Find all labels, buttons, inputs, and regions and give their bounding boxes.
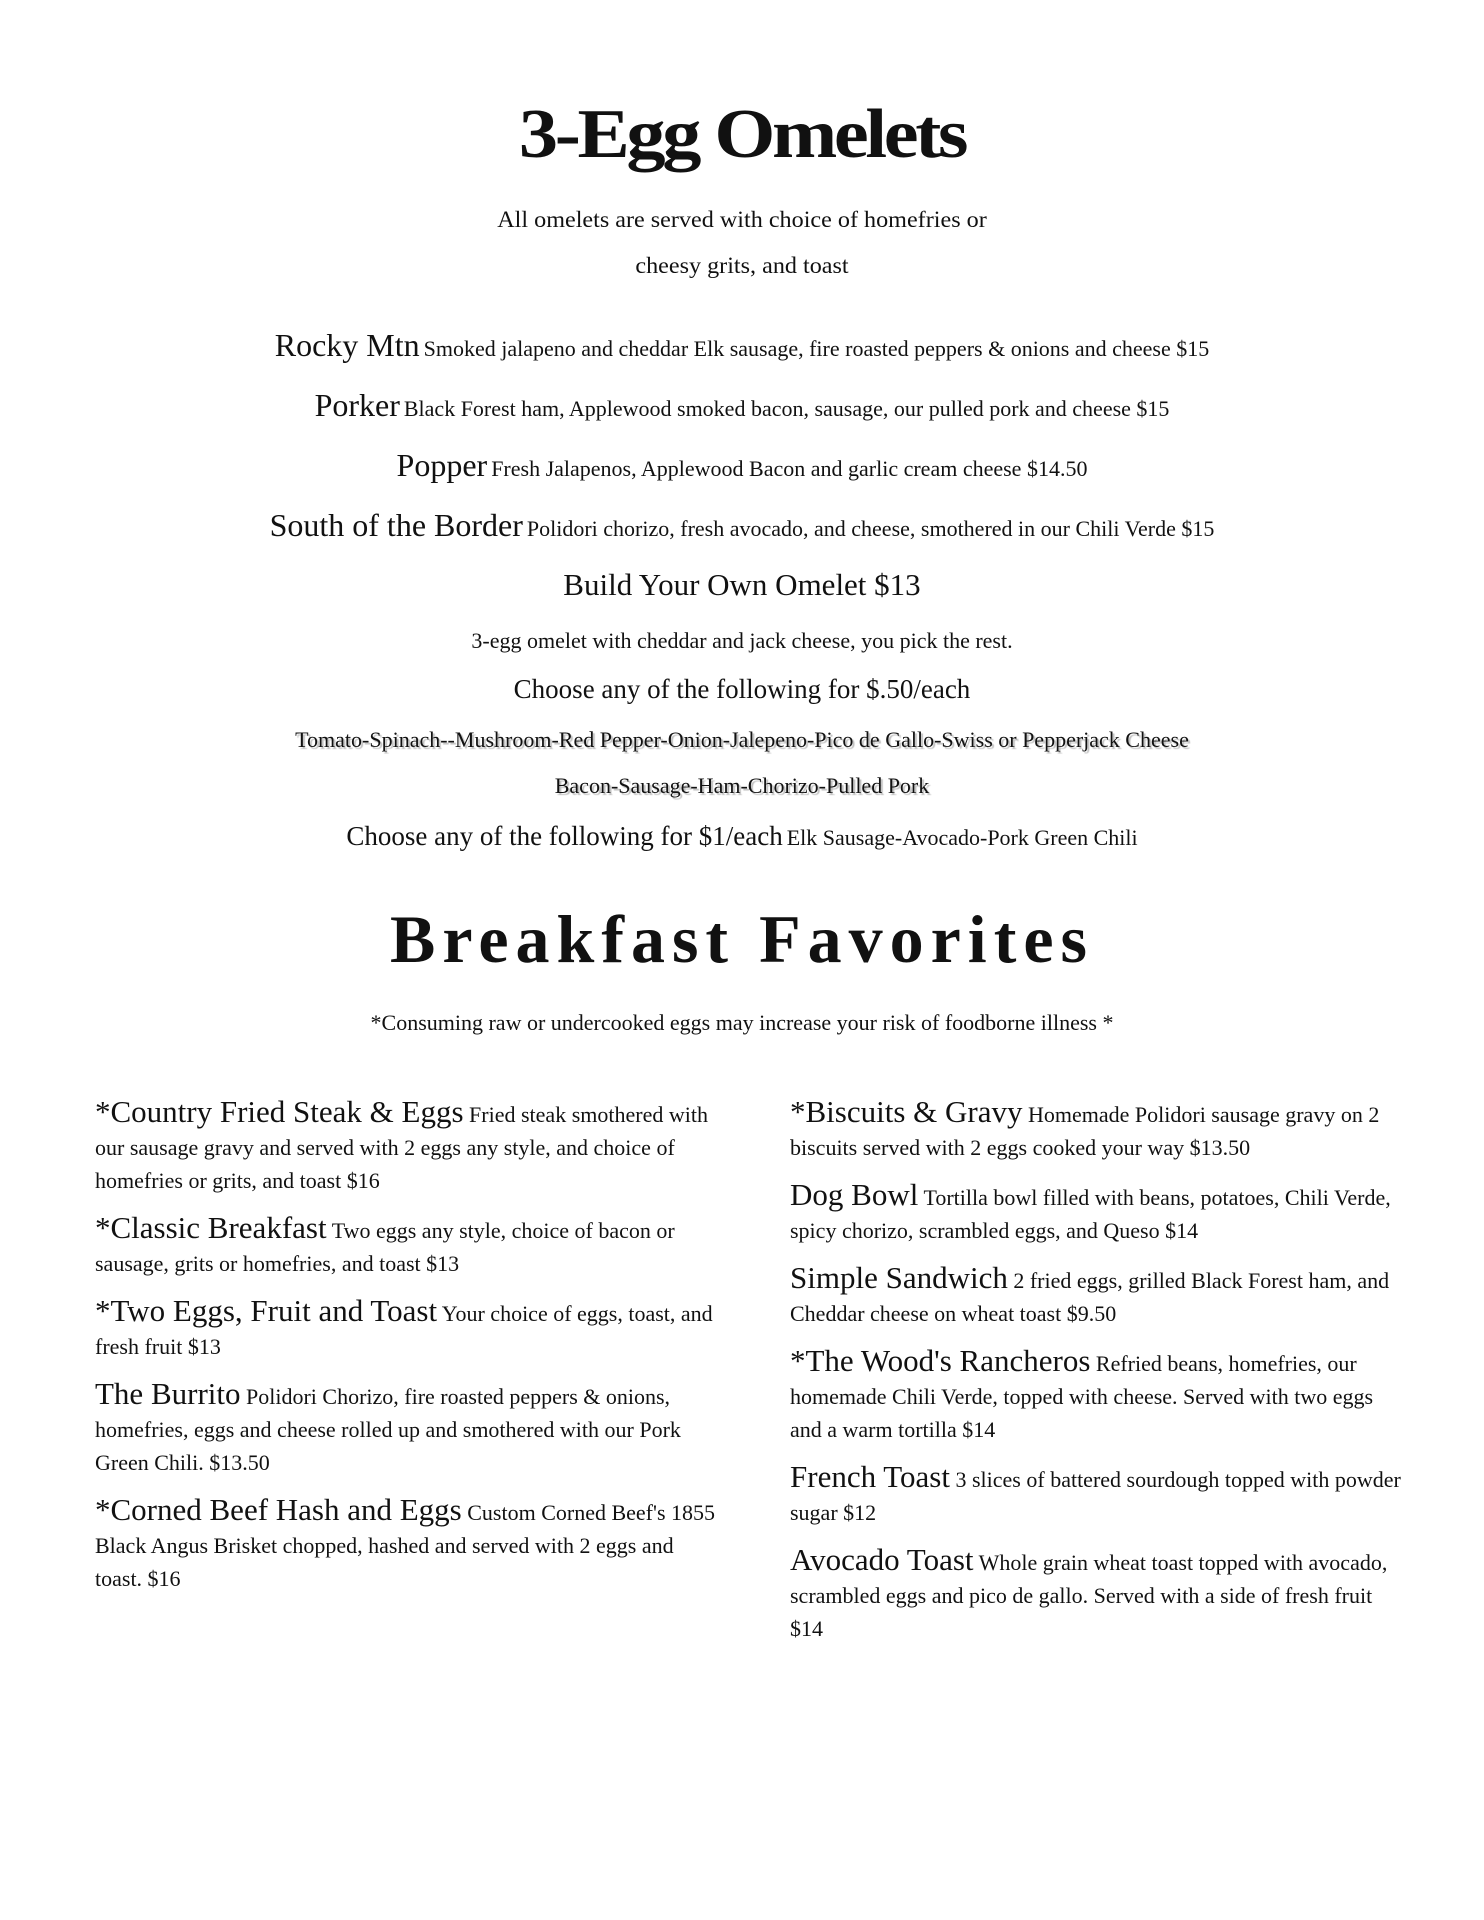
menu-item (790, 1095, 1410, 1164)
omelet-item (0, 389, 1484, 421)
menu-item (95, 1211, 725, 1280)
menu-item-name: Simple Sandwich (790, 1260, 1008, 1295)
breakfast-favorites-title: Breakfast Favorites (390, 901, 1094, 977)
menu-item-name: *Corned Beef Hash and Eggs (95, 1492, 462, 1527)
menu-item-name: *Two Eggs, Fruit and Toast (95, 1293, 438, 1328)
menu-item (790, 1460, 1410, 1529)
menu-item (95, 1294, 725, 1363)
menu-item-description: Refried beans, homefries, our homemade Chili Verde, topped with cheese. Served with two eggs and a warm tortilla $14 (790, 1351, 1374, 1442)
menu-item-name: *The Wood's Rancheros (790, 1343, 1091, 1378)
omelet-item (0, 509, 1484, 541)
menu-item-name: *Country Fried Steak & Eggs (95, 1094, 464, 1129)
menu-item-description: Homemade Polidori sausage gravy on 2 biscuits served with 2 eggs cooked your way $13.50 (790, 1102, 1380, 1160)
omelet-item-name: South of the Border (269, 507, 523, 543)
menu-item-description: Tortilla bowl filled with beans, potatoes, Chili Verde, spicy chorizo, scrambled eggs, and Queso $14 (790, 1185, 1391, 1243)
omelet-item-description: Fresh Jalapenos, Applewood Bacon and garlic cream cheese $14.50 (491, 456, 1088, 481)
menu-item-name: French Toast (790, 1459, 950, 1494)
menu-item-name: Dog Bowl (790, 1177, 919, 1212)
menu-item-description: Custom Corned Beef's 1855 Black Angus Brisket chopped, hashed and served with 2 eggs and toast. $16 (95, 1500, 716, 1591)
menu-item-description: Whole grain wheat toast topped with avocado, scrambled eggs and pico de gallo. Served with a side of fresh fruit $14 (790, 1550, 1388, 1641)
choose-1-line (0, 823, 1484, 850)
omelet-item-description: Black Forest ham, Applewood smoked bacon, sausage, our pulled pork and cheese $15 (403, 396, 1170, 421)
menu-item-description: Your choice of eggs, toast, and fresh fruit $13 (95, 1301, 713, 1359)
omelet-item (0, 329, 1484, 361)
build-omelet-description: 3-egg omelet with cheddar and jack cheese, you pick the rest. (471, 628, 1013, 653)
options-50-line2: Bacon-Sausage-Ham-Chorizo-Pulled Pork (554, 773, 930, 798)
omelet-item-name: Porker (314, 387, 400, 423)
omelet-item-name: Popper (396, 447, 488, 483)
menu-item-name: *Biscuits & Gravy (790, 1094, 1023, 1129)
menu-item-description: Two eggs any style, choice of bacon or sausage, grits or homefries, and toast $13 (95, 1218, 675, 1276)
menu-item-description: 3 slices of battered sourdough topped with powder sugar $12 (790, 1467, 1401, 1525)
menu-item (95, 1377, 725, 1479)
omelets-subtitle-line1: All omelets are served with choice of homefries or (497, 207, 987, 232)
omelets-title: 3-Egg Omelets (518, 96, 966, 173)
options-1: Elk Sausage-Avocado-Pork Green Chili (786, 825, 1138, 850)
breakfast-right-column (790, 1095, 1410, 1659)
omelet-item (0, 449, 1484, 481)
menu-item-description: 2 fried eggs, grilled Black Forest ham, and Cheddar cheese on wheat toast $9.50 (790, 1268, 1390, 1326)
menu-item-name: The Burrito (95, 1376, 241, 1411)
menu-item (790, 1178, 1410, 1247)
options-50-line1: Tomato-Spinach--Mushroom-Red Pepper-Onion-Jalepeno-Pico de Gallo-Swiss or Pepperjack Cheese (295, 727, 1189, 752)
raw-egg-warning: *Consuming raw or undercooked eggs may increase your risk of foodborne illness * (370, 1010, 1114, 1035)
breakfast-left-column (95, 1095, 725, 1609)
build-omelet-title: Build Your Own Omelet $13 (563, 567, 921, 602)
menu-item (790, 1543, 1410, 1645)
omelet-item-description: Smoked jalapeno and cheddar Elk sausage, fire roasted peppers & onions and cheese $15 (423, 336, 1210, 361)
omelet-item-description: Polidori chorizo, fresh avocado, and cheese, smothered in our Chili Verde $15 (526, 516, 1215, 541)
menu-item-description: Fried steak smothered with our sausage gravy and served with 2 eggs any style, and choice of homefries or grits, and toast $16 (95, 1102, 708, 1193)
menu-item (790, 1344, 1410, 1446)
menu-item (95, 1493, 725, 1595)
omelets-subtitle-line2: cheesy grits, and toast (635, 253, 849, 278)
choose-50-title: Choose any of the following for $.50/each (513, 674, 971, 704)
omelet-item-name: Rocky Mtn (274, 327, 420, 363)
menu-item-description: Polidori Chorizo, fire roasted peppers & onions, homefries, eggs and cheese rolled up and smothered with our Pork Green Chili. $13.50 (95, 1384, 681, 1475)
menu-item-name: *Classic Breakfast (95, 1210, 327, 1245)
menu-item (790, 1261, 1410, 1330)
menu-item (95, 1095, 725, 1197)
choose-1-title: Choose any of the following for $1/each (346, 821, 783, 851)
menu-item-name: Avocado Toast (790, 1542, 974, 1577)
